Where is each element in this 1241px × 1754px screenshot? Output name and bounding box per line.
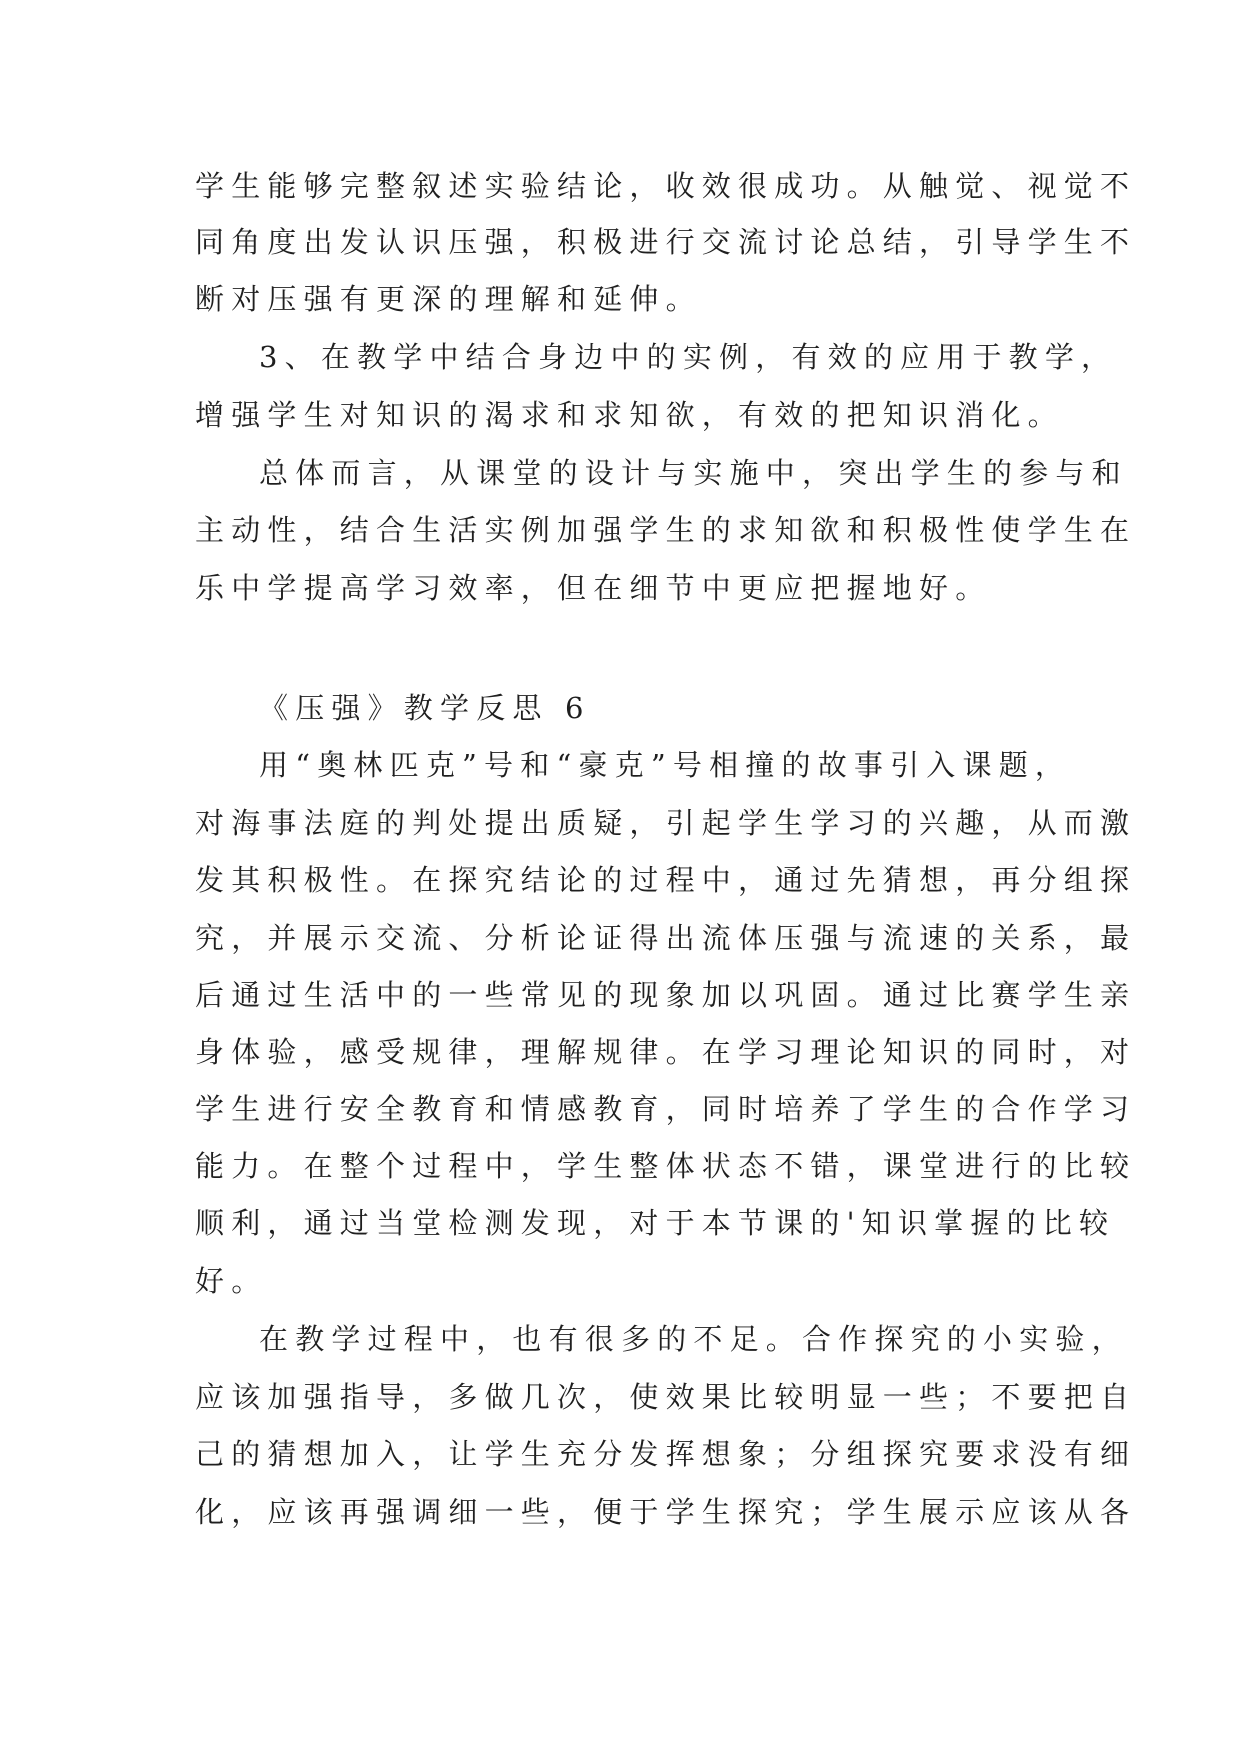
- paragraph-line: 化，应该再强调细一些，便于学生探究；学生展示应该从各: [195, 1495, 1137, 1529]
- paragraph-line: 究，并展示交流、分析论证得出流体压强与流速的关系，最: [195, 921, 1137, 955]
- paragraph-line: 断对压强有更深的理解和延伸。: [195, 282, 702, 316]
- paragraph-line: 后通过生活中的一些常见的现象加以巩固。通过比赛学生亲: [195, 978, 1137, 1012]
- paragraph-line: 总体而言，从课堂的设计与实施中，突出学生的参与和: [259, 456, 1128, 490]
- paragraph-line: 乐中学提高学习效率，但在细节中更应把握地好。: [195, 571, 992, 605]
- paragraph-line: 学生进行安全教育和情感教育，同时培养了学生的合作学习: [195, 1092, 1137, 1126]
- paragraph-line: 增强学生对知识的渴求和求知欲，有效的把知识消化。: [195, 398, 1064, 432]
- paragraph-line: 主动性，结合生活实例加强学生的求知欲和积极性使学生在: [195, 513, 1137, 547]
- paragraph-line: 在教学过程中，也有很多的不足。合作探究的小实验，: [259, 1322, 1128, 1356]
- paragraph-line: 好。: [195, 1264, 268, 1298]
- paragraph-line: 用“奥林匹克”号和“豪克”号相撞的故事引入课题，: [259, 748, 1072, 782]
- paragraph-line: 应该加强指导，多做几次，使效果比较明显一些；不要把自: [195, 1380, 1137, 1414]
- paragraph-line: 发其积极性。在探究结论的过程中，通过先猜想，再分组探: [195, 863, 1137, 897]
- paragraph-line: 3、在教学中结合身边中的实例，有效的应用于教学，: [259, 340, 1118, 374]
- paragraph-line: 同角度出发认识压强，积极进行交流讨论总结，引导学生不: [195, 225, 1137, 259]
- paragraph-line: 身体验，感受规律，理解规律。在学习理论知识的同时，对: [195, 1035, 1137, 1069]
- paragraph-line: 己的猜想加入，让学生充分发挥想象；分组探究要求没有细: [195, 1437, 1137, 1471]
- paragraph-line: 顺利，通过当堂检测发现，对于本节课的'知识掌握的比较: [195, 1206, 1116, 1240]
- paragraph-line: 学生能够完整叙述实验结论，收效很成功。从触觉、视觉不: [195, 169, 1137, 203]
- section-title: 《压强》教学反思 6: [259, 691, 591, 725]
- paragraph-line: 对海事法庭的判处提出质疑，引起学生学习的兴趣，从而激: [195, 806, 1137, 840]
- paragraph-line: 能力。在整个过程中，学生整体状态不错，课堂进行的比较: [195, 1149, 1137, 1183]
